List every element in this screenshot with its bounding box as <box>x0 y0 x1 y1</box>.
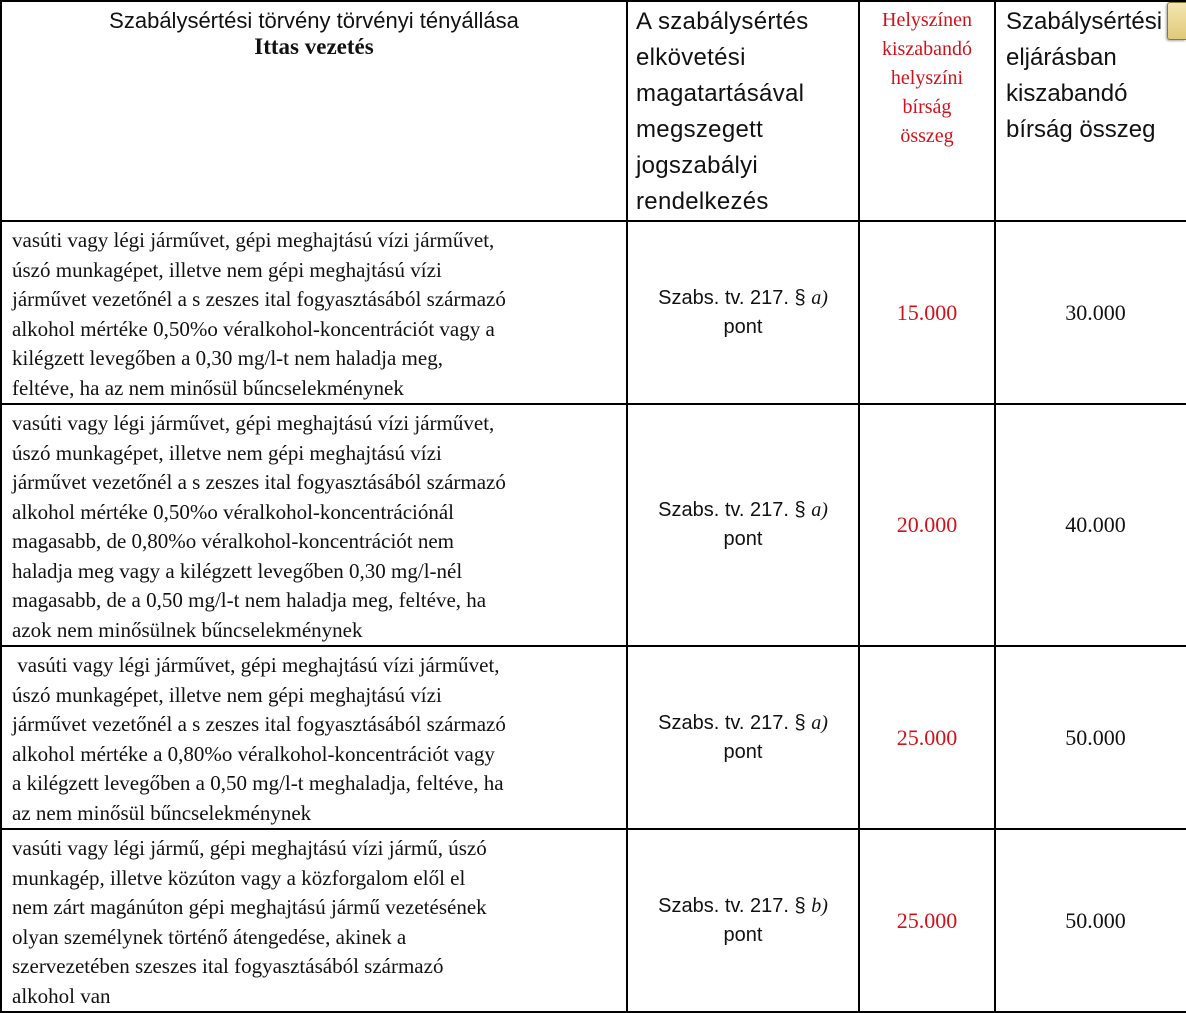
description-line: vasúti vagy légi járművet, gépi meghajtású vízi járművet, <box>12 228 495 252</box>
header-procedure-line: bírság összeg <box>1006 116 1156 143</box>
description-line: járművet vezetőnél a s zeszes ital fogyasztásából származó <box>12 712 506 736</box>
rule-suffix: pont <box>723 740 763 763</box>
rule-prefix: Szabs. tv. 217. § <box>658 711 806 734</box>
description-line: alkohol mértéke a 0,80%o véralkohol-koncentrációt vagy <box>12 741 495 766</box>
description-line: azok nem minősülnek bűncselekménynek <box>12 617 363 642</box>
rule-suffix: pont <box>723 315 763 338</box>
header-rule-line: magatartásával <box>636 80 805 107</box>
rule-prefix: Szabs. tv. 217. § <box>658 286 806 309</box>
header-rule-line: rendelkezés <box>636 188 769 215</box>
row-procedure-fine: 40.000 <box>995 404 1186 646</box>
header-procedure-line: kiszabandó <box>1006 80 1128 107</box>
description-line: alkohol van <box>12 983 111 1008</box>
header-onsite-text <box>860 2 994 151</box>
description-line: úszó munkagépet, illetve nem gépi meghajtású vízi <box>12 682 442 707</box>
rule-prefix: Szabs. tv. 217. § <box>658 894 806 917</box>
header-statute-subtitle: Ittas vezetés <box>254 34 374 59</box>
row-onsite-fine: 20.000 <box>859 404 995 646</box>
description-line: járművet vezetőnél a s zeszes ital fogyasztásából származó <box>12 287 506 311</box>
description-line: alkohol mértéke 0,50%o véralkohol-koncentrációt vagy a <box>12 316 495 341</box>
description-line: úszó munkagépet, illetve nem gépi meghajtású vízi <box>12 257 442 282</box>
row-description <box>1 829 627 1012</box>
header-onsite-cell <box>859 1 995 221</box>
description-line: járművet vezetőnél a s zeszes ital fogyasztásából származó <box>12 470 506 494</box>
rule-letter: a) <box>811 499 828 521</box>
description-line: szervezetében szeszes ital fogyasztásából származó <box>12 954 444 978</box>
header-procedure-text <box>996 2 1186 148</box>
row-description <box>1 646 627 829</box>
header-rule-text <box>628 2 858 220</box>
description-line: munkagép, illetve közúton vagy a közforgalom elől el <box>12 865 466 890</box>
header-onsite-line: összeg <box>900 125 954 147</box>
description-line: vasúti vagy légi jármű, gépi meghajtású vízi jármű, úszó <box>12 836 487 860</box>
description-line: haladja meg vagy a kilégzett levegőben 0,30 mg/l-nél <box>12 558 463 583</box>
header-row <box>1 1 1186 221</box>
row-onsite-fine: 25.000 <box>859 646 995 829</box>
description-line: olyan személynek történő átengedése, akinek a <box>12 924 407 949</box>
description-line: feltéve, ha az nem minősül bűncselekménynek <box>12 375 404 400</box>
rule-letter: a) <box>811 286 828 309</box>
rule-letter: b) <box>811 894 828 917</box>
header-procedure-cell <box>995 1 1186 221</box>
description-line: úszó munkagépet, illetve nem gépi meghajtású vízi <box>12 440 442 465</box>
row-procedure-fine: 50.000 <box>995 646 1186 829</box>
header-onsite-line: bírság <box>902 96 952 118</box>
header-onsite-line: helyszíni <box>890 67 964 89</box>
header-rule-cell <box>627 1 859 221</box>
header-rule-line: A szabálysértés <box>636 8 809 35</box>
row-description <box>1 221 627 404</box>
header-rule-line: elkövetési <box>636 44 746 71</box>
row-rule <box>627 829 859 1012</box>
rule-prefix: Szabs. tv. 217. § <box>658 499 806 521</box>
description-line: alkohol mértéke 0,50%o véralkohol-koncentrációnál <box>12 499 455 524</box>
comment-note-icon[interactable] <box>1167 2 1186 40</box>
row-onsite-fine: 25.000 <box>859 829 995 1012</box>
description-line: vasúti vagy légi járművet, gépi meghajtású vízi járművet, <box>12 653 500 677</box>
table-row <box>1 646 1186 829</box>
row-rule <box>627 646 859 829</box>
header-rule-line: megszegett <box>636 116 764 143</box>
header-rule-line: jogszabályi <box>636 152 759 179</box>
description-line: a kilégzett levegőben a 0,50 mg/l-t meghaladja, feltéve, ha <box>12 771 504 795</box>
header-procedure-line: Szabálysértési <box>1006 8 1163 35</box>
row-onsite-fine: 15.000 <box>859 221 995 404</box>
description-line: az nem minősül bűncselekménynek <box>12 800 312 825</box>
table-row <box>1 221 1186 404</box>
rule-suffix: pont <box>723 923 763 946</box>
header-statute-cell <box>1 1 627 221</box>
header-statute-title: Szabálysértési törvény törvényi tényállása <box>109 8 519 33</box>
row-rule <box>627 221 859 404</box>
table-row <box>1 404 1186 646</box>
rule-suffix: pont <box>723 528 763 550</box>
description-line: vasúti vagy légi járművet, gépi meghajtású vízi járművet, <box>12 411 495 435</box>
row-description <box>1 404 627 646</box>
header-onsite-line: kiszabandó <box>882 38 972 60</box>
description-line: kilégzett levegőben a 0,30 mg/l-t nem haladja meg, <box>12 346 443 370</box>
row-procedure-fine: 30.000 <box>995 221 1186 404</box>
description-line: magasabb, de 0,80%o véralkohol-koncentrációt nem <box>12 529 455 553</box>
description-line: nem zárt magánúton gépi meghajtású jármű vezetésének <box>12 895 487 919</box>
rule-letter: a) <box>811 711 828 734</box>
row-procedure-fine: 50.000 <box>995 829 1186 1012</box>
header-procedure-line: eljárásban <box>1006 44 1117 71</box>
table-row <box>1 829 1186 1012</box>
description-line: magasabb, de a 0,50 mg/l-t nem haladja meg, feltéve, ha <box>12 588 487 612</box>
header-onsite-line: Helyszínen <box>882 9 972 31</box>
row-rule <box>627 404 859 646</box>
